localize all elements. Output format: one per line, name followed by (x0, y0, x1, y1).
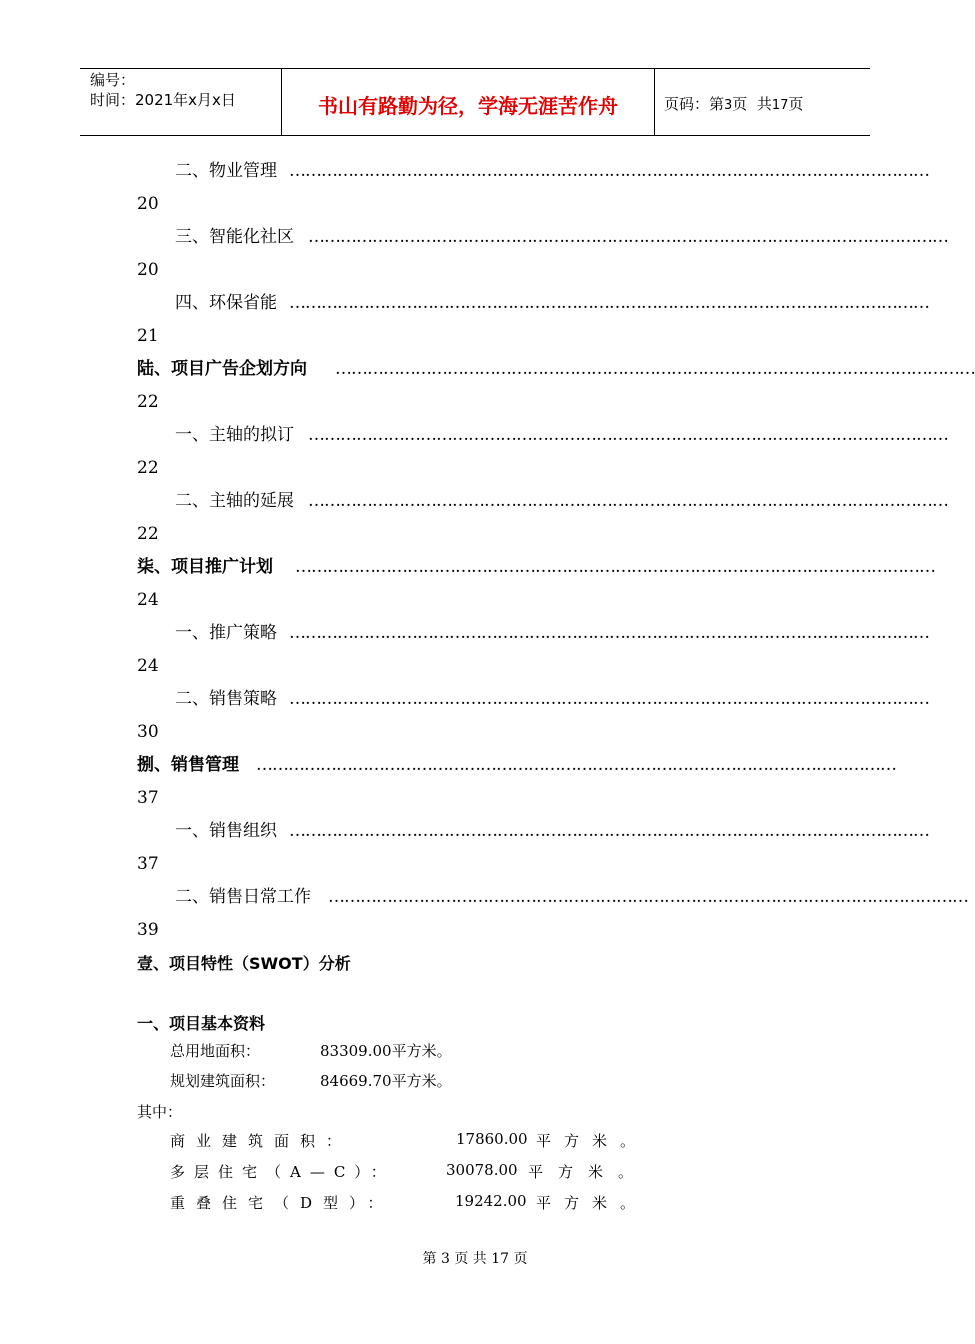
breakdown-value: 30078.00 (446, 1161, 518, 1179)
breakdown-unit: 平方米。 (536, 1132, 649, 1150)
toc-entry-page: 20 (137, 194, 159, 214)
header-meta (90, 70, 236, 110)
toc-entry-page: 22 (137, 392, 159, 412)
section-heading-swot: 壹、项目特性（SWOT）分析 (137, 954, 351, 973)
toc-leader-dots: ………………………………………………………………………………………………………… (295, 557, 935, 577)
footer-mid: 页 共 (454, 1251, 487, 1267)
toc-entry-page: 24 (137, 656, 159, 676)
building-area-label: 规划建筑面积： (170, 1072, 276, 1090)
header-motto: 书山有路勤为径，学海无涯苦作舟 (318, 94, 618, 118)
breakdown-label: 商业建筑面积： (170, 1132, 353, 1150)
breakdown-label: 多层住宅（A—C）： (170, 1163, 395, 1181)
breakdown-value: 19242.00 (455, 1192, 527, 1210)
among-label: 其中： (137, 1103, 183, 1121)
footer-total-pages: 17 (491, 1251, 510, 1267)
toc-leader-dots: ………………………………………………………………………………………………………… (289, 161, 929, 181)
toc-entry-page: 22 (137, 458, 159, 478)
toc-leader-dots: ………………………………………………………………………………………………………… (308, 227, 948, 247)
toc-entry-page: 37 (137, 788, 159, 808)
toc-entry-title[interactable]: 陆、项目广告企划方向 (137, 359, 307, 379)
document-code-label: 编号： (90, 71, 136, 89)
header-page-mid: 页 共 (732, 95, 772, 113)
toc-entry-page: 24 (137, 590, 159, 610)
toc-entry-title[interactable]: 二、主轴的延展 (175, 491, 294, 511)
toc-leader-dots: ………………………………………………………………………………………………………… (308, 425, 948, 445)
toc-entry-title[interactable]: 三、智能化社区 (175, 227, 294, 247)
subsection-heading-basic-info: 一、项目基本资料 (137, 1014, 266, 1033)
toc-leader-dots: ………………………………………………………………………………………………………… (335, 359, 975, 379)
header-page-current: 3 (724, 98, 733, 113)
toc-leader-dots: ………………………………………………………………………………………………………… (289, 821, 929, 841)
toc-entry-title[interactable]: 二、销售日常工作 (175, 887, 311, 907)
land-area-value: 83309.00平方米。 (320, 1042, 452, 1060)
header-page-prefix: 页码：第 (664, 95, 725, 113)
toc-entry-title[interactable]: 二、销售策略 (175, 689, 277, 709)
toc-leader-dots: ………………………………………………………………………………………………………… (289, 293, 929, 313)
header-divider-right (654, 68, 655, 136)
building-area-value: 84669.70平方米。 (320, 1072, 452, 1090)
toc-entry-page: 37 (137, 854, 159, 874)
toc-leader-dots: ………………………………………………………………………………………………………… (256, 755, 896, 775)
toc-entry-title[interactable]: 一、推广策略 (175, 623, 277, 643)
toc-entry-title[interactable]: 四、环保省能 (175, 293, 277, 313)
document-date: 时间：2021年x月x日 (90, 91, 236, 109)
breakdown-unit: 平方米。 (536, 1194, 649, 1212)
land-area-label: 总用地面积： (170, 1042, 261, 1060)
footer-current-page: 3 (440, 1251, 450, 1267)
header-page-suffix: 页 (788, 95, 804, 113)
footer-suffix: 页 (513, 1251, 528, 1267)
breakdown-label: 重叠住宅（D型）： (170, 1194, 394, 1212)
toc-entry-page: 22 (137, 524, 159, 544)
header-page-total: 17 (771, 98, 789, 113)
toc-entry-page: 39 (137, 920, 159, 940)
breakdown-value: 17860.00 (456, 1130, 528, 1148)
page-footer (0, 1248, 950, 1268)
toc-entry-title[interactable]: 一、销售组织 (175, 821, 277, 841)
toc-entry-title[interactable]: 柒、项目推广计划 (137, 557, 273, 577)
toc-entry-title[interactable]: 捌、销售管理 (137, 755, 239, 775)
toc-leader-dots: ………………………………………………………………………………………………………… (289, 689, 929, 709)
header-bottom-rule (80, 135, 870, 136)
breakdown-unit: 平方米。 (528, 1163, 649, 1181)
footer-prefix: 第 (422, 1251, 437, 1267)
toc-entry-page: 21 (137, 326, 159, 346)
toc-leader-dots: ………………………………………………………………………………………………………… (328, 887, 968, 907)
toc-leader-dots: ………………………………………………………………………………………………………… (289, 623, 929, 643)
toc-entry-title[interactable]: 二、物业管理 (175, 161, 277, 181)
toc-entry-page: 30 (137, 722, 159, 742)
toc-entry-page: 20 (137, 260, 159, 280)
toc-leader-dots: ………………………………………………………………………………………………………… (308, 491, 948, 511)
header-page-indicator (664, 93, 803, 114)
header-top-rule (80, 68, 870, 69)
toc-entry-title[interactable]: 一、主轴的拟订 (175, 425, 294, 445)
